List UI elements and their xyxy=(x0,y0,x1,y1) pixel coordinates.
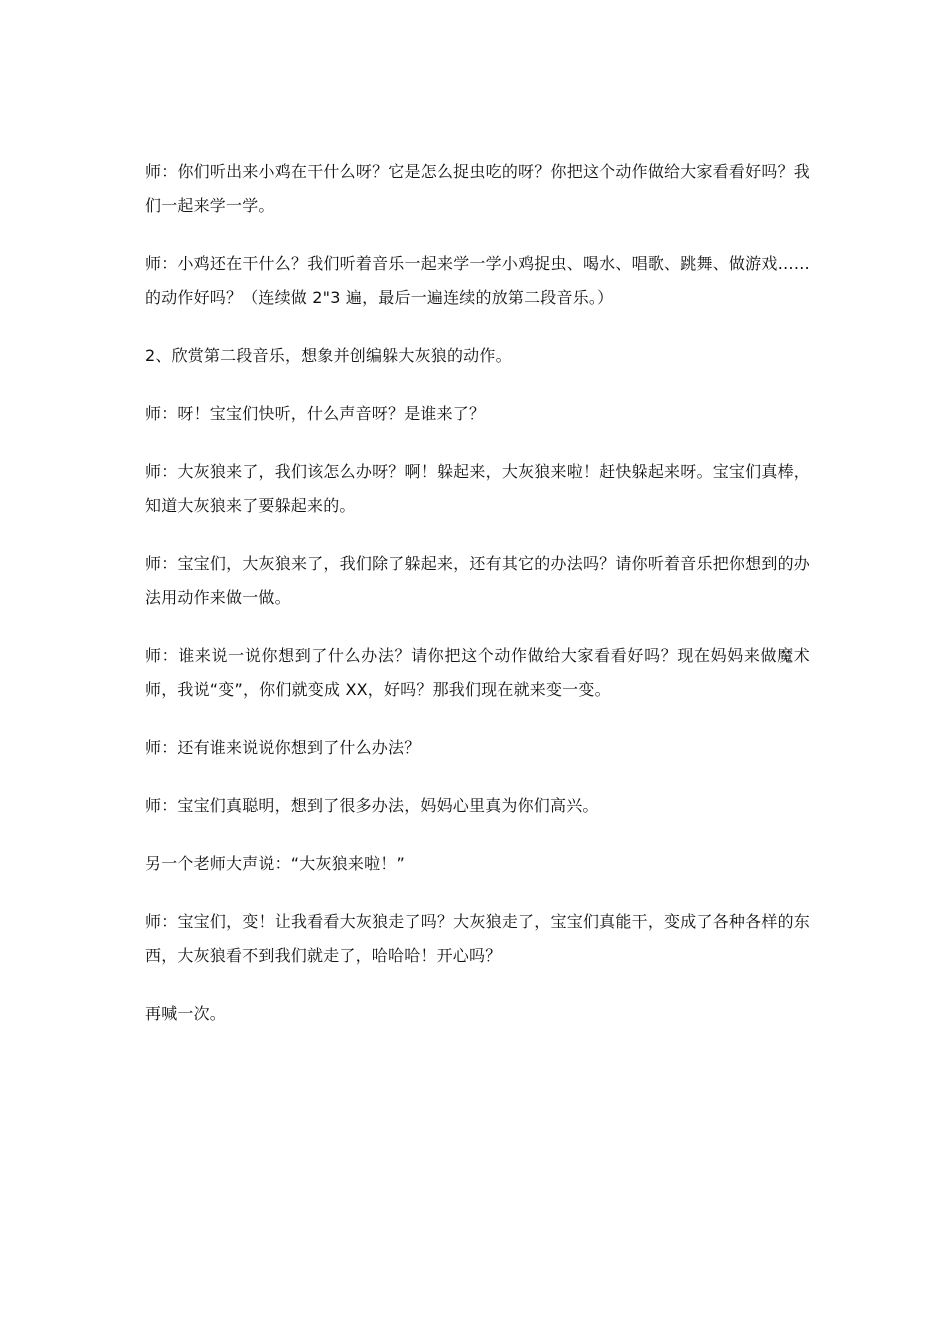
document-body xyxy=(145,155,810,1031)
paragraph-9: 师：宝宝们真聪明，想到了很多办法，妈妈心里真为你们高兴。 xyxy=(145,796,599,815)
paragraph-7: 师：谁来说一说你想到了什么办法？请你把这个动作做给大家看看好吗？现在妈妈来做魔术师，我说“变”，你们就变成 XX，好吗？那我们现在就来变一变。 xyxy=(145,646,810,699)
paragraph-2: 师：小鸡还在干什么？我们听着音乐一起来学一学小鸡捉虫、喝水、唱歌、跳舞、做游戏……的动作好吗？（连续做 2"3 遍，最后一遍连续的放第二段音乐。） xyxy=(145,254,810,307)
paragraph-5: 师：大灰狼来了，我们该怎么办呀？啊！躲起来，大灰狼来啦！赶快躲起来呀。宝宝们真棒，知道大灰狼来了要躲起来的。 xyxy=(145,462,810,515)
paragraph-10: 另一个老师大声说：“大灰狼来啦！” xyxy=(145,854,405,873)
paragraph-3: 2、欣赏第二段音乐，想象并创编躲大灰狼的动作。 xyxy=(145,346,512,365)
paragraph-11: 师：宝宝们，变！让我看看大灰狼走了吗？大灰狼走了，宝宝们真能干，变成了各种各样的东西，大灰狼看不到我们就走了，哈哈哈！开心吗？ xyxy=(145,912,810,965)
paragraph-12: 再喊一次。 xyxy=(145,1004,227,1023)
paragraph-4: 师：呀！宝宝们快听，什么声音呀？是谁来了？ xyxy=(145,404,486,423)
paragraph-6: 师：宝宝们，大灰狼来了，我们除了躲起来，还有其它的办法吗？请你听着音乐把你想到的办法用动作来做一做。 xyxy=(145,554,810,607)
paragraph-8: 师：还有谁来说说你想到了什么办法？ xyxy=(145,738,421,757)
paragraph-1: 师：你们听出来小鸡在干什么呀？它是怎么捉虫吃的呀？你把这个动作做给大家看看好吗？我们一起来学一学。 xyxy=(145,162,810,215)
